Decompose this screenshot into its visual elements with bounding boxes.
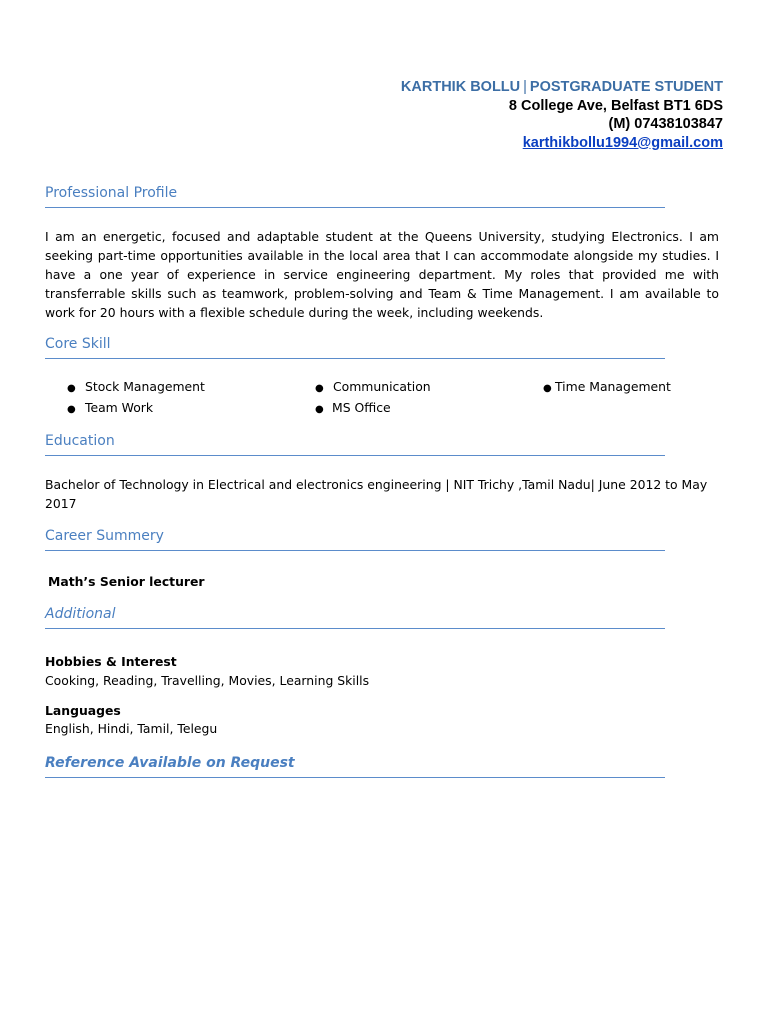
education-section (45, 433, 665, 456)
name-separator: | (523, 79, 527, 95)
section-title-additional: Additional (45, 606, 665, 629)
name-role-line (401, 78, 723, 97)
hobbies-label: Hobbies & Interest (45, 654, 177, 669)
contact-header (401, 78, 723, 152)
bullet-icon: ● (543, 383, 552, 394)
section-title-reference: Reference Available on Request (45, 755, 665, 778)
languages-text: English, Hindi, Tamil, Telegu (45, 721, 218, 736)
bullet-icon: ● (67, 383, 76, 394)
email-link[interactable]: karthikbollu1994@gmail.com (522, 134, 723, 151)
bullet-icon: ● (315, 383, 324, 394)
section-title-education: Education (45, 433, 665, 456)
reference-section (45, 755, 665, 778)
phone: (M) 07438103847 (608, 116, 723, 132)
education-text: Bachelor of Technology in Electrical and electronics engineering | NIT Trichy ,Tamil Nadu| June 2012 to May 2017 (45, 477, 708, 511)
profile-text: I am an energetic, focused and adaptable student at the Queens University, studying Electronics. I am seeking part-time opportunities available in the local area that I can accommodate alongside my studies. I have a one year of experience in service engineering department. My roles that provided me with transferrable skills such as teamwork, problem-solving and Team & Time Management. I am available to work for 20 hours with a flexible schedule during the week, including weekends. (45, 229, 719, 320)
candidate-name: KARTHIK BOLLU (400, 79, 521, 95)
core-skill-section (45, 336, 665, 359)
skill-item: ● MS Office (315, 400, 391, 415)
skill-item: ● Stock Management (67, 379, 205, 394)
languages-label: Languages (45, 703, 121, 718)
career-summary-section (45, 528, 665, 551)
professional-profile-section (45, 185, 665, 208)
hobbies-text: Cooking, Reading, Travelling, Movies, Learning Skills (45, 673, 370, 688)
additional-section (45, 606, 665, 629)
skill-item: ● Communication (315, 379, 431, 394)
section-title-core-skill: Core Skill (45, 336, 665, 359)
address: 8 College Ave, Belfast BT1 6DS (508, 97, 723, 114)
bullet-icon: ● (315, 404, 324, 415)
bullet-icon: ● (67, 404, 76, 415)
section-title-professional-profile: Professional Profile (45, 185, 665, 208)
candidate-role: POSTGRADUATE STUDENT (529, 79, 723, 95)
career-summary-text: Math’s Senior lecturer (48, 574, 205, 589)
skill-item: ● Time Management (543, 379, 671, 394)
section-title-career-summary: Career Summery (45, 528, 665, 551)
skill-item: ● Team Work (67, 400, 154, 415)
